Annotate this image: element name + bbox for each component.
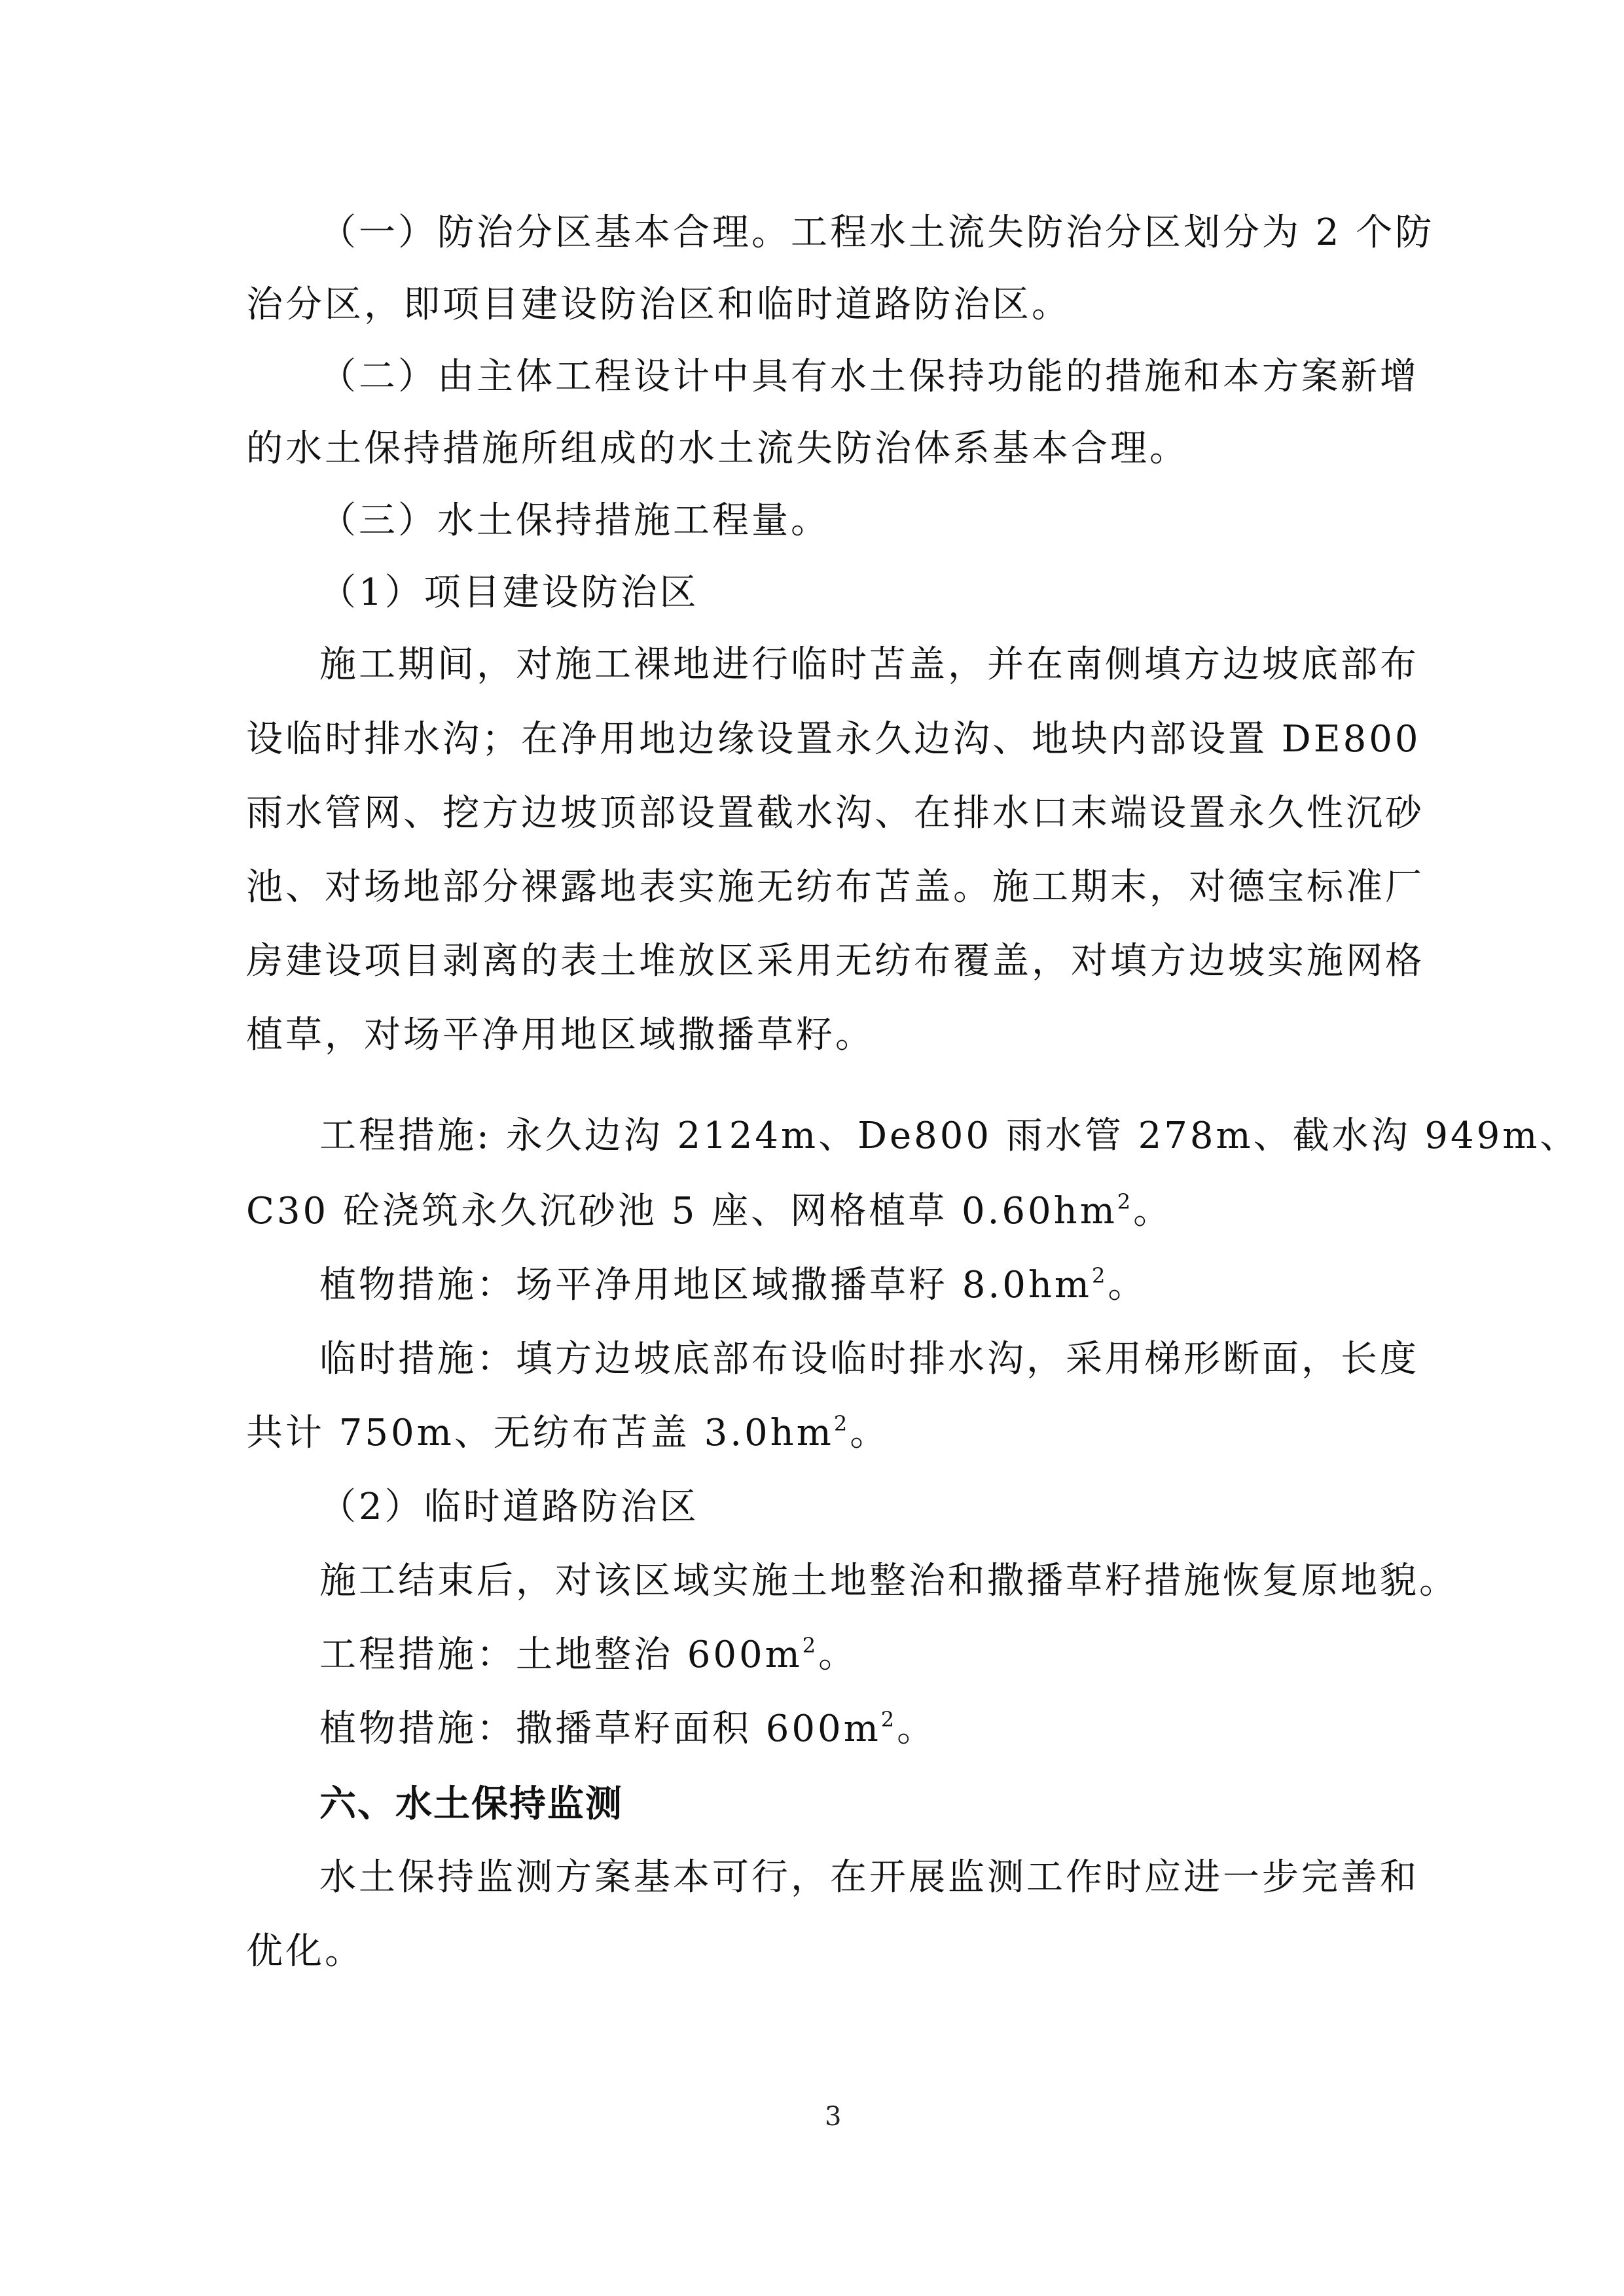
paragraph-3-line-4: 池、对场地部分裸露地表实施无纺布苫盖。施工期末，对德宝标准厂 bbox=[246, 866, 1424, 908]
temporary-measures-line-2: 共计 750m、无纺布苫盖 $3.0hm^2$。 bbox=[246, 1411, 890, 1454]
page-number: 3 bbox=[825, 2102, 842, 2132]
engineering-measures-line-1: 工程措施: 永久边沟 2124m、De800 雨水管 278m、截水沟 949m、 bbox=[319, 1115, 1579, 1157]
paragraph-3-line-5: 房建设项目剥离的表土堆放区采用无纺布覆盖，对填方边坡实施网格 bbox=[246, 940, 1424, 982]
superscript-2: 2 bbox=[1117, 1189, 1134, 1214]
paragraph-2-line-2: 的水土保持措施所组成的水土流失防治体系基本合理。 bbox=[246, 427, 1189, 470]
superscript-2: 2 bbox=[802, 1633, 819, 1658]
superscript-2: 2 bbox=[833, 1411, 850, 1436]
paragraph-3-line-2: 设临时排水沟；在净用地边缘设置永久边沟、地块内部设置 DE800 bbox=[246, 718, 1421, 761]
plant-measures-line: 植物措施：场平净用地区域撒播草籽 $8.0hm^2$。 bbox=[319, 1263, 1147, 1306]
paragraph-5-line-2: 优化。 bbox=[246, 1930, 364, 1973]
engineering-measures-line-2: C30 砼浇筑永久沉砂池 5 座、网格植草 $0.60hm^2$。 bbox=[246, 1189, 1173, 1232]
superscript-2: 2 bbox=[880, 1707, 897, 1732]
temporary-measures-line-1: 临时措施：填方边坡底部布设临时排水沟，采用梯形断面，长度 bbox=[319, 1338, 1419, 1380]
section-three-heading: （三）水土保持措施工程量。 bbox=[319, 499, 830, 542]
section-six-heading: 六、水土保持监测 bbox=[319, 1782, 623, 1825]
road-engineering-measures-line: 工程措施：土地整治 $600m^2$。 bbox=[319, 1633, 858, 1676]
paragraph-3-line-1: 施工期间，对施工裸地进行临时苫盖，并在南侧填方边坡底部布 bbox=[319, 643, 1419, 686]
paragraph-1-line-1: （一）防治分区基本合理。工程水土流失防治分区划分为 2 个防 bbox=[319, 211, 1435, 254]
paragraph-3-line-6: 植草，对场平净用地区域撒播草籽。 bbox=[246, 1014, 875, 1056]
paragraph-1-line-2: 治分区，即项目建设防治区和临时道路防治区。 bbox=[246, 283, 1071, 326]
road-plant-measures-line: 植物措施：撒播草籽面积 $600m^2$。 bbox=[319, 1707, 937, 1750]
paragraph-4-line-1: 施工结束后，对该区域实施土地整治和撒播草籽措施恢复原地貌。 bbox=[319, 1560, 1458, 1602]
paragraph-2-line-1: （二）由主体工程设计中具有水土保持功能的措施和本方案新增 bbox=[319, 355, 1419, 398]
paragraph-5-line-1: 水土保持监测方案基本可行，在开展监测工作时应进一步完善和 bbox=[319, 1856, 1419, 1899]
paragraph-3-line-3: 雨水管网、挖方边坡顶部设置截水沟、在排水口末端设置永久性沉砂 bbox=[246, 792, 1424, 834]
subsection-2-heading: （2）临时道路防治区 bbox=[319, 1486, 699, 1528]
subsection-1-heading: （1）项目建设防治区 bbox=[319, 571, 699, 614]
superscript-2: 2 bbox=[1092, 1263, 1108, 1288]
